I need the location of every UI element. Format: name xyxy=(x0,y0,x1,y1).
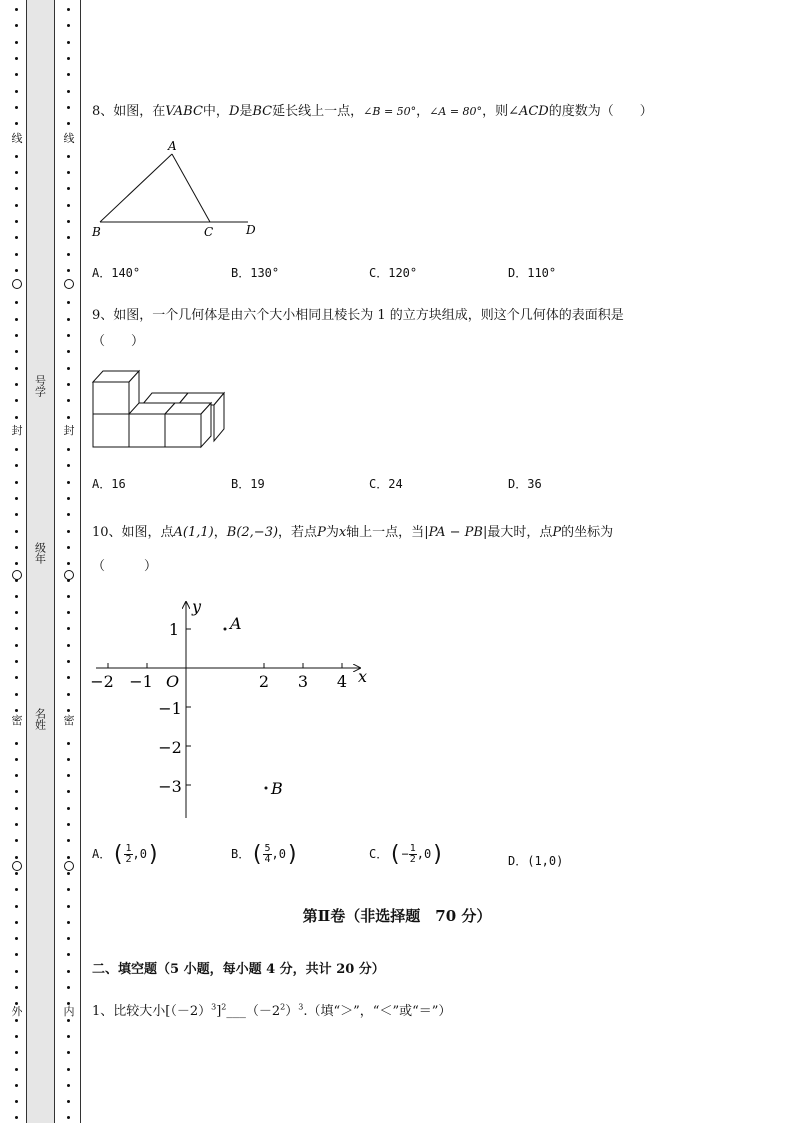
binding-dot xyxy=(67,122,70,125)
binding-dot xyxy=(67,937,70,940)
binding-dot xyxy=(67,399,70,402)
binding-dot xyxy=(15,888,18,891)
binding-dot xyxy=(15,318,18,321)
binding-rule-line xyxy=(80,0,81,1123)
binding-dot xyxy=(67,856,70,859)
binding-dot xyxy=(67,742,70,745)
y-tick-label: 1 xyxy=(168,620,180,639)
binding-dot xyxy=(67,970,70,973)
binding-dot xyxy=(67,627,70,630)
binding-dot xyxy=(67,318,70,321)
binding-dot xyxy=(67,350,70,353)
binding-dot xyxy=(15,171,18,174)
binding-dot xyxy=(67,301,70,304)
binding-dot xyxy=(15,807,18,810)
binding-dot xyxy=(15,269,18,272)
question-8-stem: 8、如图，在VABC中，D是BC延长线上一点，∠B = 50°，∠A = 80°，则∠ACD的度数为（ ） xyxy=(92,104,653,119)
binding-char-feng-inner: 封 xyxy=(61,424,77,438)
binding-dot xyxy=(67,41,70,44)
binding-dot xyxy=(15,839,18,842)
binding-hole-outer xyxy=(12,861,22,871)
binding-hole-inner xyxy=(64,861,74,871)
binding-dot xyxy=(15,627,18,630)
binding-dot xyxy=(67,676,70,679)
binding-dot xyxy=(67,888,70,891)
binding-dot xyxy=(15,513,18,516)
fill-in-question-1: 1、比较大小$[(-2)^3]^2\_\_\_(-2^2)^3$.（填“＞”，“＜”或“＝”） xyxy=(92,1002,452,1019)
binding-dot xyxy=(67,481,70,484)
binding-dot xyxy=(67,155,70,158)
triangle-figure xyxy=(88,136,268,244)
binding-dot xyxy=(15,106,18,109)
binding-dot xyxy=(15,823,18,826)
binding-dot xyxy=(15,301,18,304)
binding-dot xyxy=(15,660,18,663)
binding-dot xyxy=(15,970,18,973)
binding-dot xyxy=(67,611,70,614)
binding-dot xyxy=(15,220,18,223)
binding-dot xyxy=(67,872,70,875)
binding-dot xyxy=(67,57,70,60)
binding-dot xyxy=(15,1019,18,1022)
binding-dot xyxy=(15,481,18,484)
binding-dot xyxy=(67,660,70,663)
q10-option-a: A．( $\frac{1}{2}$ ,0) xyxy=(92,842,161,867)
binding-dot xyxy=(67,839,70,842)
binding-dot xyxy=(15,611,18,614)
binding-hole-outer xyxy=(12,279,22,289)
binding-dot xyxy=(67,1051,70,1054)
binding-dot xyxy=(15,644,18,647)
binding-dot xyxy=(15,693,18,696)
question-10-blank: （ ） xyxy=(92,559,158,574)
binding-dot xyxy=(15,350,18,353)
binding-char-mi-inner: 密 xyxy=(61,714,77,728)
binding-dot xyxy=(67,758,70,761)
x-axis-label: x xyxy=(358,667,368,686)
fraction: $\frac{5}{4}$ xyxy=(264,843,271,865)
y-tick-label: −2 xyxy=(158,738,182,757)
binding-dot xyxy=(67,1019,70,1022)
x-tick-label: 4 xyxy=(336,672,348,691)
q9-option-a: A．16 xyxy=(92,477,126,491)
q10-option-c: C．(− $\frac{1}{2}$ ,0) xyxy=(369,842,445,867)
binding-dot xyxy=(15,253,18,256)
fraction: $\frac{1}{2}$ xyxy=(409,843,416,865)
binding-dot xyxy=(67,24,70,27)
binding-dot xyxy=(15,1100,18,1103)
binding-dot xyxy=(15,709,18,712)
binding-dot xyxy=(15,856,18,859)
binding-dot xyxy=(67,383,70,386)
binding-dot xyxy=(67,416,70,419)
q9-option-d: D．36 xyxy=(508,477,542,491)
binding-dot xyxy=(15,676,18,679)
binding-dot xyxy=(67,823,70,826)
binding-dot xyxy=(15,24,18,27)
field-grade: 级年 xyxy=(33,542,47,564)
binding-dot xyxy=(15,595,18,598)
binding-dot xyxy=(67,709,70,712)
binding-dot xyxy=(67,204,70,207)
side-ac xyxy=(172,154,210,222)
binding-dot xyxy=(67,464,70,467)
binding-dot xyxy=(15,497,18,500)
vertex-label-a: A xyxy=(168,139,177,153)
binding-dot xyxy=(67,953,70,956)
field-name: 名姓 xyxy=(33,708,47,730)
binding-dot xyxy=(67,807,70,810)
binding-dot xyxy=(15,416,18,419)
q8-option-b: B．130° xyxy=(231,266,280,280)
binding-dot xyxy=(67,513,70,516)
point-b-label: B xyxy=(271,779,283,798)
binding-dot xyxy=(67,774,70,777)
side-ab xyxy=(100,154,172,222)
fill-in-section-heading: 二、填空题（5 小题，每小题 4 分，共计 20 分） xyxy=(92,962,385,977)
point-a-marker xyxy=(224,628,227,631)
q9-option-b: B．19 xyxy=(231,477,265,491)
binding-char-xian-inner: 线 xyxy=(61,132,77,146)
binding-char-feng-outer: 封 xyxy=(9,424,25,438)
cube-front-face xyxy=(93,414,129,447)
binding-char-xian-outer: 线 xyxy=(9,132,25,146)
binding-dot xyxy=(15,155,18,158)
binding-dot xyxy=(15,790,18,793)
binding-dot xyxy=(67,171,70,174)
binding-dot xyxy=(15,937,18,940)
vertex-label-b: B xyxy=(92,225,101,239)
question-9-stem: 9、如图，一个几何体是由六个大小相同且棱长为 1 的立方块组成，则这个几何体的表面积是 xyxy=(92,308,624,323)
binding-dot xyxy=(15,236,18,239)
binding-char-mi-outer: 密 xyxy=(9,714,25,728)
binding-dot xyxy=(15,90,18,93)
binding-dot xyxy=(67,1068,70,1071)
q8-option-d: D．110° xyxy=(508,266,557,280)
binding-dot xyxy=(67,546,70,549)
binding-dot xyxy=(15,73,18,76)
part-2-title: 第Ⅱ卷（非选择题 70 分） xyxy=(302,907,492,925)
cube-solid-figure xyxy=(88,368,233,450)
binding-dot xyxy=(67,236,70,239)
binding-dot xyxy=(15,448,18,451)
binding-dot xyxy=(67,334,70,337)
inner-dotted-line xyxy=(61,0,77,1123)
binding-dot xyxy=(67,187,70,190)
binding-dot xyxy=(15,41,18,44)
cube-front-face xyxy=(93,382,129,414)
binding-dot xyxy=(15,872,18,875)
point-a-label: A xyxy=(230,614,242,633)
binding-dot xyxy=(15,742,18,745)
binding-dot xyxy=(67,269,70,272)
y-tick-label: −3 xyxy=(158,777,182,796)
binding-hole-outer xyxy=(12,570,22,580)
binding-dot xyxy=(15,1035,18,1038)
outer-dotted-line xyxy=(9,0,25,1123)
binding-dot xyxy=(15,8,18,11)
binding-dot xyxy=(15,367,18,370)
binding-dot xyxy=(67,497,70,500)
cube-front-face xyxy=(165,414,201,447)
binding-dot xyxy=(15,334,18,337)
binding-dot xyxy=(67,530,70,533)
binding-dot xyxy=(15,774,18,777)
binding-dot xyxy=(67,73,70,76)
binding-dot xyxy=(15,383,18,386)
binding-dot xyxy=(67,790,70,793)
binding-dot xyxy=(67,90,70,93)
binding-hole-inner xyxy=(64,279,74,289)
q10-option-d: D．(1,0) xyxy=(508,854,564,868)
binding-dot xyxy=(15,187,18,190)
y-tick-label: −1 xyxy=(158,699,182,718)
binding-dot xyxy=(67,1084,70,1087)
binding-dot xyxy=(67,644,70,647)
binding-dot xyxy=(15,546,18,549)
vertex-label-c: C xyxy=(204,225,214,239)
question-9-blank: （ ） xyxy=(92,334,145,349)
binding-dot xyxy=(67,106,70,109)
binding-dot xyxy=(67,1035,70,1038)
binding-dot xyxy=(67,986,70,989)
binding-dot xyxy=(15,758,18,761)
binding-hole-inner xyxy=(64,570,74,580)
binding-dot xyxy=(67,367,70,370)
origin-label: O xyxy=(166,672,180,691)
field-student-number: 号学 xyxy=(33,375,47,397)
binding-dot xyxy=(15,986,18,989)
binding-dot xyxy=(67,595,70,598)
binding-dot xyxy=(67,562,70,565)
fraction: $\frac{1}{2}$ xyxy=(125,843,132,865)
binding-dot xyxy=(15,1116,18,1119)
binding-char-wai-outer: 外 xyxy=(9,1005,25,1019)
binding-dot xyxy=(15,204,18,207)
binding-dot xyxy=(15,1084,18,1087)
binding-dot xyxy=(15,562,18,565)
x-tick-label: −1 xyxy=(129,672,153,691)
y-axis-label: y xyxy=(192,597,202,616)
binding-dot xyxy=(15,953,18,956)
q8-option-a: A．140° xyxy=(92,266,141,280)
binding-dot xyxy=(67,1100,70,1103)
x-tick-label: 3 xyxy=(297,672,309,691)
cube-front-face xyxy=(129,414,165,447)
q9-option-c: C．24 xyxy=(369,477,403,491)
binding-char-nei-inner: 内 xyxy=(61,1005,77,1019)
binding-dot xyxy=(67,8,70,11)
q8-option-c: C．120° xyxy=(369,266,418,280)
binding-dot xyxy=(15,399,18,402)
question-10-stem: 10、如图，点A(1,1)，B(2,−3)，若点P为x轴上一点，当|PA − PB|最大时，点P的坐标为 xyxy=(92,525,614,540)
binding-dot xyxy=(15,57,18,60)
binding-dot xyxy=(67,253,70,256)
binding-dot xyxy=(15,464,18,467)
binding-dot xyxy=(67,220,70,223)
binding-dot xyxy=(15,122,18,125)
point-label-d: D xyxy=(246,223,256,237)
binding-dot xyxy=(67,1116,70,1119)
x-tick-label: −2 xyxy=(90,672,114,691)
binding-dot xyxy=(15,530,18,533)
q10-option-b: B．( $\frac{5}{4}$ ,0) xyxy=(231,842,300,867)
x-tick-label: 2 xyxy=(258,672,270,691)
point-b-marker xyxy=(265,787,268,790)
binding-dot xyxy=(15,1068,18,1071)
binding-dot xyxy=(15,1051,18,1054)
coordinate-plane xyxy=(88,596,378,822)
binding-dot xyxy=(67,693,70,696)
binding-dot xyxy=(67,448,70,451)
